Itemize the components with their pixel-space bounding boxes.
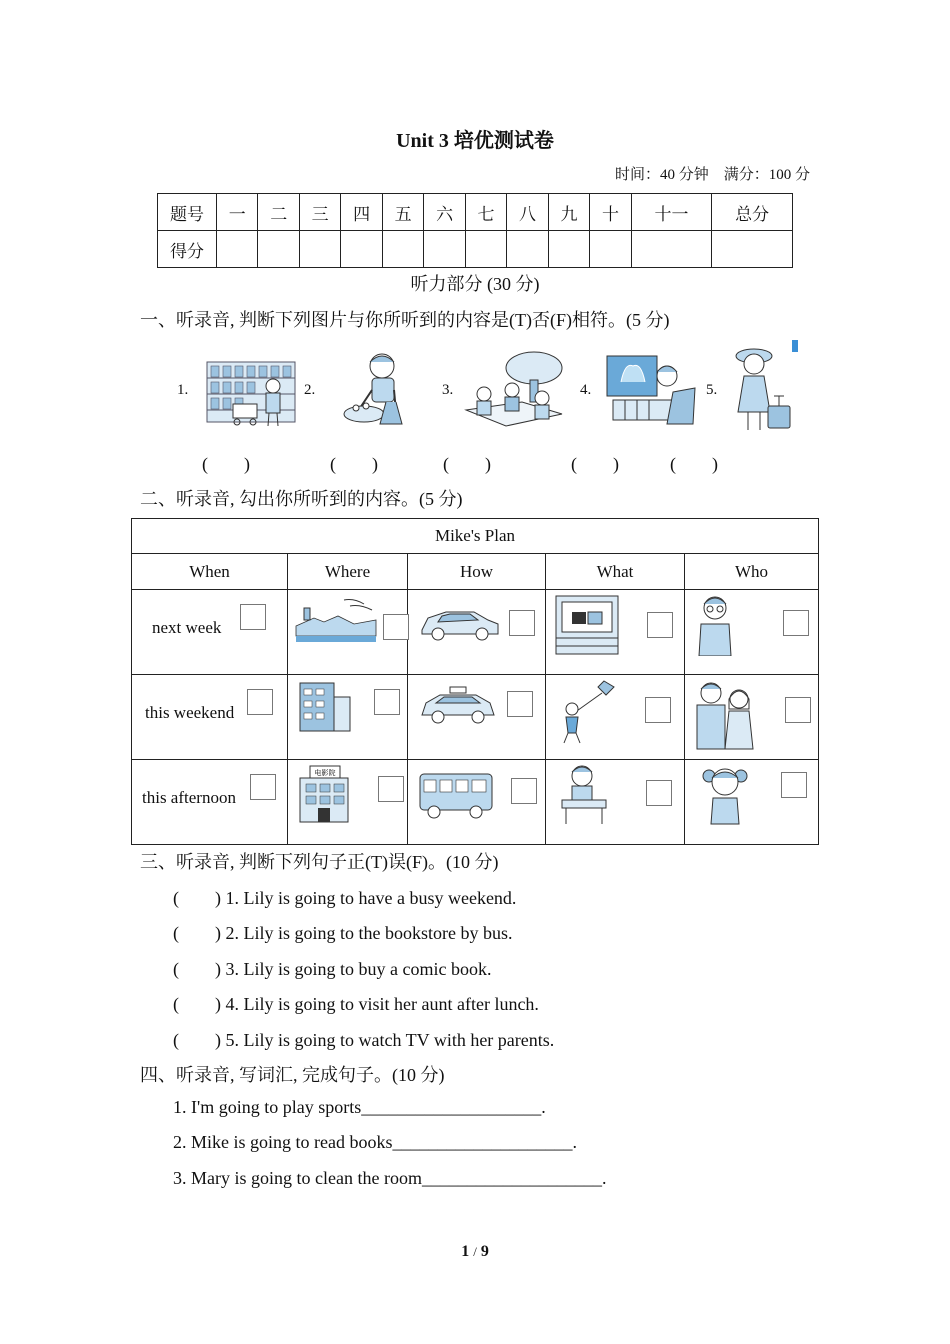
- item-number: 3.: [442, 382, 454, 398]
- section4-title: 四、听录音, 写词汇, 完成句子。(10 分): [140, 1065, 445, 1085]
- checkbox[interactable]: [783, 610, 809, 636]
- checkbox[interactable]: [785, 697, 811, 723]
- checkbox[interactable]: [374, 689, 400, 715]
- tf-question[interactable]: ( ) 1. Lily is going to have a busy weekend.: [173, 888, 517, 908]
- girl-icon: [697, 764, 753, 826]
- listening-section-title: 听力部分 (30 分): [410, 274, 540, 294]
- score-header-cell: 八: [507, 194, 548, 231]
- score-header-cell: 六: [424, 194, 465, 231]
- when-cell: [132, 675, 288, 760]
- checkbox[interactable]: [240, 604, 266, 630]
- who-cell: [685, 675, 819, 760]
- tf-question[interactable]: ( ) 4. Lily is going to visit her aunt after lunch.: [173, 994, 539, 1014]
- fill-blank-question[interactable]: 1. I'm going to play sports____________________.: [173, 1097, 546, 1117]
- bus-icon: [416, 768, 496, 820]
- page-separator: /: [473, 1244, 477, 1259]
- score-table: [157, 193, 793, 268]
- man-with-glasses-icon: [697, 594, 733, 656]
- score-header-cell: 三: [299, 194, 340, 231]
- mikes-plan-table: [131, 518, 819, 845]
- when-cell: [132, 760, 288, 845]
- plan-col-header: What: [546, 554, 685, 590]
- where-cell: [288, 675, 408, 760]
- supermarket-shopping-icon: [205, 358, 297, 430]
- page-current: 1: [461, 1243, 470, 1260]
- item-number: 2.: [304, 382, 316, 398]
- how-cell: [408, 590, 546, 675]
- answer-paren[interactable]: ( ): [202, 454, 250, 474]
- plan-col-header: When: [132, 554, 288, 590]
- where-cell: [288, 590, 408, 675]
- score-header-cell: 五: [382, 194, 423, 231]
- score-header-cell: 二: [258, 194, 299, 231]
- building-icon: [296, 679, 354, 733]
- cinema-building-icon: [296, 764, 352, 824]
- answer-paren[interactable]: ( ): [330, 454, 378, 474]
- tf-question[interactable]: ( ) 5. Lily is going to watch TV with her parents.: [173, 1030, 555, 1050]
- page-number: [0, 1243, 950, 1261]
- checkbox[interactable]: [507, 691, 533, 717]
- answer-paren[interactable]: ( ): [443, 454, 491, 474]
- checkbox[interactable]: [646, 780, 672, 806]
- score-cell[interactable]: [712, 231, 793, 268]
- score-header-cell: 总分: [712, 194, 793, 231]
- score-cell[interactable]: [217, 231, 258, 268]
- time-score-meta: 时间：40 分钟 满分：100 分: [614, 167, 810, 183]
- how-cell: [408, 675, 546, 760]
- girl-with-suitcase-icon: [730, 338, 802, 436]
- section2-title: 二、听录音, 勾出你所听到的内容。(5 分): [140, 489, 463, 509]
- checkbox[interactable]: [247, 689, 273, 715]
- picnic-icon: [462, 350, 566, 430]
- item-number: 1.: [177, 382, 189, 398]
- score-header-cell: 九: [548, 194, 589, 231]
- score-row-label: 得分: [158, 231, 217, 268]
- section3-title: 三、听录音, 判断下列句子正(T)误(F)。(10 分): [140, 852, 499, 872]
- score-cell[interactable]: [424, 231, 465, 268]
- score-header-cell: 题号: [158, 194, 217, 231]
- cinema-sign-text: 电影院: [314, 769, 336, 777]
- checkbox[interactable]: [383, 614, 409, 640]
- cinema-icon: [603, 352, 697, 428]
- checkbox[interactable]: [511, 778, 537, 804]
- score-cell[interactable]: [507, 231, 548, 268]
- score-cell[interactable]: [299, 231, 340, 268]
- lake-park-icon: [294, 596, 378, 652]
- plan-col-header: Where: [288, 554, 408, 590]
- checkbox[interactable]: [509, 610, 535, 636]
- item-number: 5.: [706, 382, 718, 398]
- fill-blank-question[interactable]: 2. Mike is going to read books____________________.: [173, 1132, 577, 1152]
- score-table-score-row: [158, 231, 793, 268]
- how-cell: [408, 760, 546, 845]
- fill-blank-question[interactable]: 3. Mary is going to clean the room____________________.: [173, 1168, 607, 1188]
- score-cell[interactable]: [382, 231, 423, 268]
- what-cell: [546, 760, 685, 845]
- score-header-cell: 七: [465, 194, 506, 231]
- flying-kite-icon: [554, 679, 618, 747]
- score-cell[interactable]: [590, 231, 631, 268]
- checkbox[interactable]: [647, 612, 673, 638]
- plan-row: [132, 760, 819, 845]
- score-header-cell: 十: [590, 194, 631, 231]
- when-label: this weekend: [145, 703, 235, 722]
- checkbox[interactable]: [645, 697, 671, 723]
- car-icon: [418, 604, 500, 644]
- boy-washing-clothes-icon: [340, 350, 416, 430]
- boy-studying-icon: [558, 764, 612, 826]
- what-cell: [546, 675, 685, 760]
- score-cell[interactable]: [548, 231, 589, 268]
- where-cell: [288, 760, 408, 845]
- answer-paren[interactable]: ( ): [571, 454, 619, 474]
- plan-row: [132, 675, 819, 760]
- section1-title: 一、听录音, 判断下列图片与你所听到的内容是(T)否(F)相符。(5 分): [140, 310, 670, 330]
- plan-col-header: How: [408, 554, 546, 590]
- what-cell: [546, 590, 685, 675]
- plan-row: [132, 590, 819, 675]
- parents-icon: [693, 679, 757, 751]
- checkbox[interactable]: [781, 772, 807, 798]
- score-cell[interactable]: [341, 231, 382, 268]
- score-header-cell: 四: [341, 194, 382, 231]
- page-title: Unit 3 培优测试卷: [396, 130, 554, 152]
- checkbox[interactable]: [250, 774, 276, 800]
- score-header-cell: 一: [217, 194, 258, 231]
- plan-table-title: Mike's Plan: [132, 519, 819, 554]
- score-header-cell: 十一: [631, 194, 712, 231]
- taxi-icon: [418, 685, 498, 729]
- checkbox[interactable]: [378, 776, 404, 802]
- cinema-screen-icon: [554, 594, 620, 656]
- item-number: 4.: [580, 382, 592, 398]
- score-cell[interactable]: [631, 231, 712, 268]
- page-total: 9: [480, 1243, 489, 1260]
- score-table-header-row: [158, 194, 793, 231]
- score-cell[interactable]: [465, 231, 506, 268]
- when-label: this afternoon: [142, 788, 236, 807]
- tf-question[interactable]: ( ) 3. Lily is going to buy a comic book.: [173, 959, 492, 979]
- who-cell: [685, 590, 819, 675]
- when-label: next week: [152, 618, 222, 637]
- score-cell[interactable]: [258, 231, 299, 268]
- plan-col-header: Who: [685, 554, 819, 590]
- who-cell: [685, 760, 819, 845]
- when-cell: [132, 590, 288, 675]
- tf-question[interactable]: ( ) 2. Lily is going to the bookstore by bus.: [173, 923, 513, 943]
- answer-paren[interactable]: ( ): [670, 454, 718, 474]
